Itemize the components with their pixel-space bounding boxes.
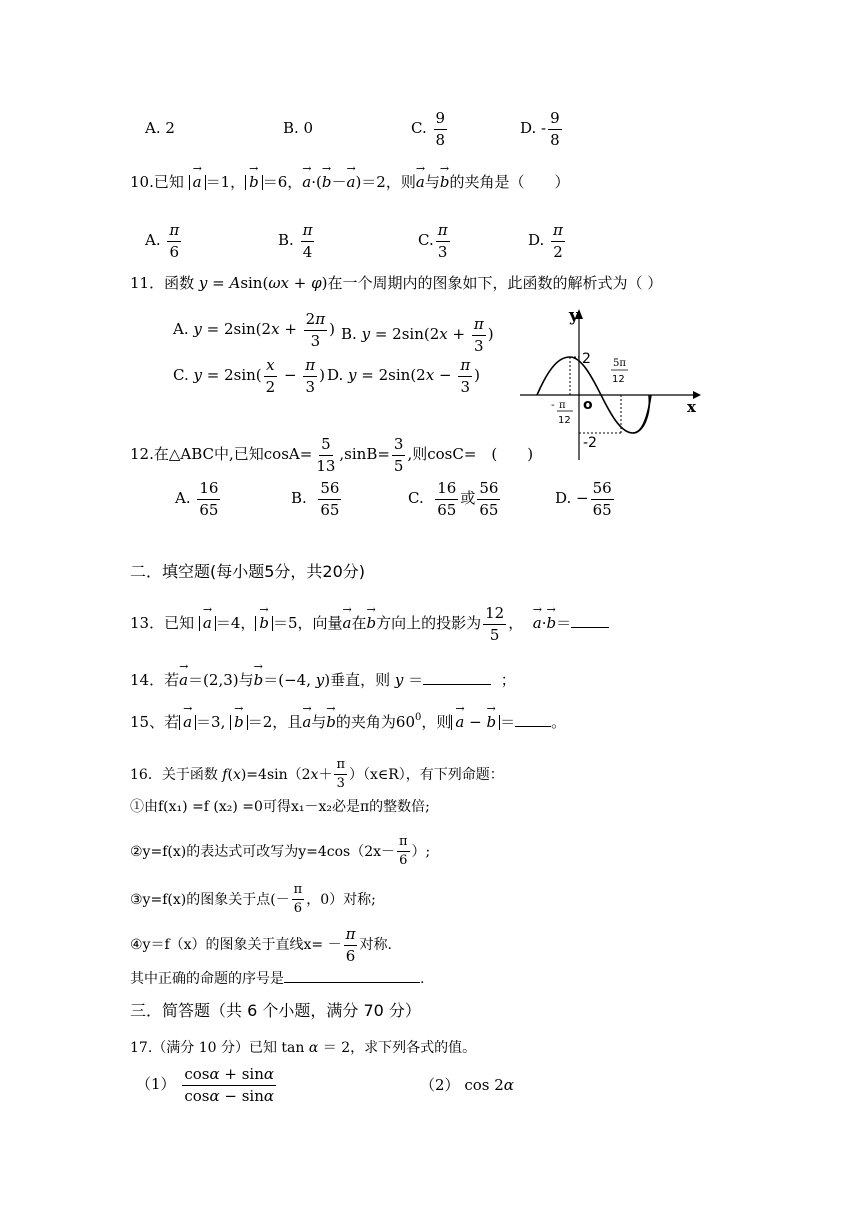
q11-option-d: D. y = 2sin(2x − $\frac{\pi}{3}$ ) xyxy=(327,356,481,396)
q9-option-b: B. 0 xyxy=(283,119,314,137)
graph-x-label: x xyxy=(687,398,696,416)
q13-mid2: 在 xyxy=(351,614,367,632)
q11-label: 11．函数 xyxy=(130,274,195,292)
q13-label: 13．已知 xyxy=(130,614,195,632)
question-11: 11．函数 y = Asin(ωx + φ)在一个周期内的图象如下，此函数的解析式为（ ） xyxy=(130,274,663,292)
q17-part-1-label: （1） xyxy=(136,1075,176,1093)
q11-c-label: C. xyxy=(173,366,189,384)
q15-label: 15、若 xyxy=(130,713,180,731)
q13-end: ， xyxy=(508,614,524,632)
q10-d-label: D. xyxy=(528,231,545,249)
graph-min: -2 xyxy=(583,435,597,451)
question-12: 12.在△ABC中,已知cosA= $\frac{5}{13}$ ,sinB= $\frac{3}{5}$ ,则cosC= ( ) xyxy=(130,435,534,475)
section-2-title: 二．填空题(每小题5分，共20分) xyxy=(130,562,366,581)
q17-part-2-label: （2） xyxy=(420,1076,460,1094)
q13-mid3: 方向上的投影为 xyxy=(376,614,482,632)
q10-with: 与 xyxy=(424,173,440,191)
q16-proposition-4: ④y＝f（x）的图象关于直线x= － $\frac{\pi}{6}$ 对称. xyxy=(130,925,392,965)
q16-p2-text: ②y=f(x)的表达式可改写为y=4cos（2x－ xyxy=(130,843,395,860)
question-17: 17.（满分 10 分）已知 tan α ＝ 2，求下列各式的值。 xyxy=(130,1040,477,1056)
graph-y-label: y xyxy=(569,306,579,326)
graph-origin: o xyxy=(583,397,593,413)
q16-answer-line: 其中正确的命题的序号是 . xyxy=(130,971,425,987)
q10-b-label: B. xyxy=(278,231,294,249)
q16-proposition-1: ①由f(x₁) =f (x₂) =0可得x₁－x₂必是π的整数倍; xyxy=(130,799,430,815)
q14-answer-blank[interactable] xyxy=(423,684,491,685)
q10-option-c: C. $\frac{\pi}{3}$ xyxy=(418,221,448,261)
graph-max: 2 xyxy=(582,351,591,367)
q11-option-b: B. y = 2sin(2x + $\frac{\pi}{3}$ ) xyxy=(341,315,494,355)
q11-a-label: A. xyxy=(173,320,189,338)
q15-mid2: 与 xyxy=(311,713,327,731)
q12-option-b: B. $\frac{56}{65}$ xyxy=(291,479,340,519)
q14-end: 垂直，则 xyxy=(330,671,391,689)
q16-tail: （x∈R），有下列命题： xyxy=(362,766,504,783)
svg-text:-: - xyxy=(551,400,555,411)
q11-option-c: C. y = 2sin( $\frac{x}{2}$ − $\frac{\pi}{3}$ ) xyxy=(173,356,326,396)
q12-a-label: A. xyxy=(175,489,191,507)
q9-option-c-label: C. xyxy=(411,119,427,137)
q14-label: 14．若 xyxy=(130,671,180,689)
graph-x1-num: π xyxy=(559,400,566,411)
q16-p4-text: ④y＝f（x）的图象关于直线x= － xyxy=(130,937,342,953)
q11-text: 在一个周期内的图象如下，此函数的解析式为（ ） xyxy=(327,274,663,292)
q12-end: ,则cosC= ( ) xyxy=(407,445,534,463)
q15-mid3: 的夹角为 xyxy=(335,713,396,731)
q12-d-label: D. xyxy=(555,489,572,507)
q14-tail: ； xyxy=(500,671,516,689)
graph-x2-num: 5π xyxy=(613,358,626,369)
q11-b-label: B. xyxy=(341,325,357,343)
q17-part-2: （2） cos 2α xyxy=(420,1076,514,1094)
q10-end: 的夹角是（ ） xyxy=(449,173,570,191)
q17-tail: ，求下列各式的值。 xyxy=(350,1040,477,1056)
sine-graph xyxy=(515,305,705,465)
question-14: 14．若→ a＝(2,3)与→ b＝(−4, y)垂直，则 y ＝ ； xyxy=(130,673,516,688)
graph-x1-den: 12 xyxy=(558,415,571,426)
q10-a-label: A. xyxy=(145,231,161,249)
q16-proposition-2: ②y=f(x)的表达式可改写为y=4cos（2x－ $\frac{\pi}{6}$ ）; xyxy=(130,834,431,869)
q16-proposition-3: ③y=f(x)的图象关于点(－ $\frac{\pi}{6}$ ，0）对称; xyxy=(130,882,376,917)
q14-mid: 与 xyxy=(238,671,254,689)
q9-option-d-label: D. xyxy=(520,119,537,137)
q15-tail: 。 xyxy=(551,713,567,731)
q10-option-b: B. $\frac{\pi}{4}$ xyxy=(278,221,313,261)
q11-option-a: A. y = 2sin(2x + $\frac{2\pi}{3}$ ) xyxy=(173,310,335,350)
q10-mid: ，则 xyxy=(385,173,416,191)
question-16: 16．关于函数 f(x)=4sin（2x＋ $\frac{\pi}{3}$ ）（x∈R），有下列命题： xyxy=(130,757,504,792)
q9-option-a: A. 2 xyxy=(145,119,175,137)
q12-option-a: A. $\frac{16}{65}$ xyxy=(175,479,219,519)
question-10: 10.已知 → a ＝1，→ b ＝6，→ a·(→ b－→ a)＝2，则→ a与→ b的夹角是（ ） xyxy=(130,175,569,190)
q15-end: ，则 xyxy=(421,713,452,731)
q16-answer-label: 其中正确的命题的序号是 xyxy=(130,971,284,987)
q16-p3-tail: ，0）对称; xyxy=(306,891,376,908)
q16-answer-blank[interactable] xyxy=(284,982,420,983)
q13-answer-blank[interactable] xyxy=(571,627,609,628)
q12-label: 12.在△ABC中,已知cosA= xyxy=(130,445,313,463)
q9-option-c: C. $\frac{9}{8}$ xyxy=(411,109,446,149)
q13-mid: ，向量 xyxy=(297,614,343,632)
q12-option-c: C. $\frac{16}{65}$ 或 $\frac{56}{65}$ xyxy=(408,479,499,519)
q12-c-label: C. xyxy=(408,489,424,507)
q17-label: 17.（满分 10 分）已知 xyxy=(130,1040,277,1056)
q12-b-label: B. xyxy=(291,489,307,507)
q10-option-a: A. $\frac{\pi}{6}$ xyxy=(145,221,180,261)
section-3-title: 三．简答题（共 6 个小题，满分 70 分） xyxy=(130,1001,421,1020)
q12-sinb: ,sinB= xyxy=(339,445,390,463)
q15-answer-blank[interactable] xyxy=(515,726,551,727)
q12-option-d: D. − $\frac{56}{65}$ xyxy=(555,479,612,519)
question-13: 13．已知 → a ＝4，→ b ＝5，向量→ a在→ b方向上的投影为 $\frac{12}{5}$ ， → a·→ b＝ xyxy=(130,605,609,643)
q12-or: 或 xyxy=(460,489,476,507)
q16-label: 16．关于函数 xyxy=(130,766,218,783)
graph-x2-den: 12 xyxy=(612,374,625,385)
question-15: 15、若→ a ＝3, → b ＝2，且→ a与→ b的夹角为$60^0$，则→ a − → b ＝ 。 xyxy=(130,713,566,730)
q17-part-1: （1） $\frac{\cos\alpha + \sin\alpha}{\cos\alpha - \sin\alpha}$ xyxy=(136,1065,275,1105)
q15-mid: ，且 xyxy=(272,713,303,731)
q9-option-d: D. - $\frac{9}{8}$ xyxy=(520,109,560,149)
q10-label: 10.已知 xyxy=(130,173,184,191)
q16-p3-text: ③y=f(x)的图象关于点(－ xyxy=(130,891,290,908)
q11-d-label: D. xyxy=(327,366,344,384)
q10-c-label: C. xyxy=(418,231,434,249)
q10-option-d: D. $\frac{\pi}{2}$ xyxy=(528,221,563,261)
q16-p4-tail: 对称. xyxy=(359,937,392,953)
q16-p2-tail: ）; xyxy=(411,843,431,860)
